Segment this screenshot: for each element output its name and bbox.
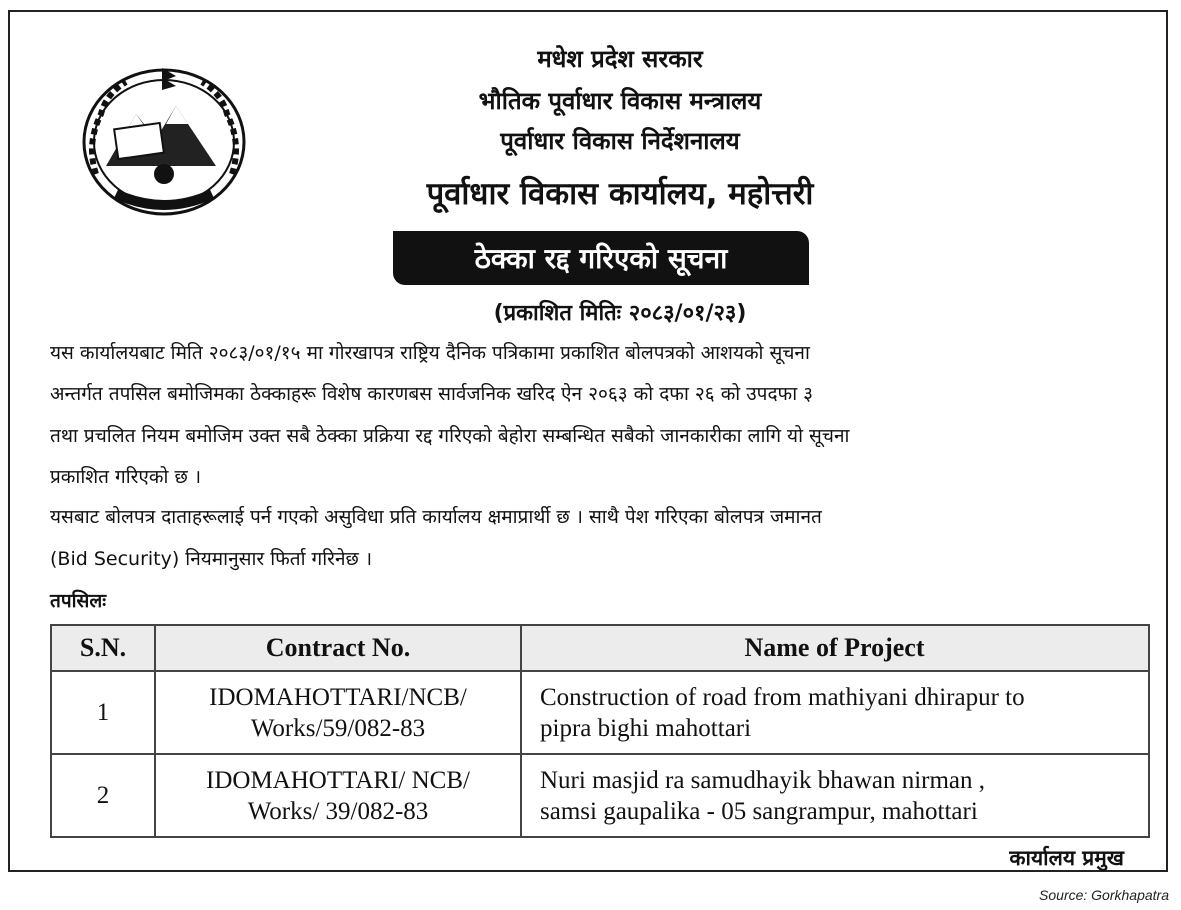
body-line: प्रकाशित गरिएको छ । xyxy=(50,466,202,488)
notice-frame xyxy=(8,10,1168,872)
notice-title-banner xyxy=(393,231,809,285)
body-line: (Bid Security) नियमानुसार फिर्ता गरिनेछ । xyxy=(50,548,373,570)
project-name-line: Nuri masjid ra samudhayik bhawan nirman , xyxy=(540,766,986,794)
notice-title: ठेक्का रद्द गरिएको सूचना xyxy=(474,242,728,275)
contract-no-line: Works/ 39/082-83 xyxy=(247,797,429,825)
body-line: यसबाट बोलपत्र दाताहरूलाई पर्न गएको असुविधा प्रति कार्यालय क्षमाप्रार्थी छ । साथै पेश गरिएका बोलपत्र जमानत xyxy=(50,506,822,528)
table-row xyxy=(51,754,1149,837)
office-chief-signature: कार्यालय प्रमुख xyxy=(1009,846,1124,870)
sn-cell: 2 xyxy=(51,754,155,837)
published-date: (प्रकाशित मितिः २०८३/०१/२३) xyxy=(493,301,747,326)
contract-no-line: Works/59/082-83 xyxy=(250,714,426,742)
source-credit: Source: Gorkhapatra xyxy=(1039,887,1169,903)
column-header-project-name: Name of Project xyxy=(521,625,1149,671)
tapsil-label: तपसिलः xyxy=(50,590,107,612)
body-line: यस कार्यालयबाट मिति २०८३/०१/१५ मा गोरखापत्र राष्ट्रिय दैनिक पत्रिकामा प्रकाशित बोलपत्रको आशयको सूचना xyxy=(50,342,810,364)
table-row xyxy=(51,671,1149,754)
contract-no-cell xyxy=(155,754,521,837)
office-heading: पूर्वाधार विकास कार्यालय, महोत्तरी xyxy=(426,176,814,212)
project-name-cell xyxy=(521,754,1149,837)
contract-no-cell xyxy=(155,671,521,754)
directorate-heading: पूर्वाधार विकास निर्देशनालय xyxy=(500,127,740,155)
body-line: तथा प्रचलित नियम बमोजिम उक्त सबै ठेक्का प्रक्रिया रद्द गरिएको बेहोरा सम्बन्धित सबैको जानकारीका लागि यो सूचना xyxy=(50,425,850,447)
nepal-government-emblem-icon xyxy=(76,54,252,224)
column-header-contract-no: Contract No. xyxy=(155,625,521,671)
province-government-heading: मधेश प्रदेश सरकार xyxy=(537,45,703,73)
table-header-row xyxy=(51,625,1149,671)
project-name-cell xyxy=(521,671,1149,754)
project-name-line: samsi gaupalika - 05 sangrampur, mahottari xyxy=(540,797,978,825)
contract-no-line: IDOMAHOTTARI/ NCB/ xyxy=(206,766,470,794)
contract-no-line: IDOMAHOTTARI/NCB/ xyxy=(209,683,467,711)
contracts-table xyxy=(50,624,1150,838)
sn-cell: 1 xyxy=(51,671,155,754)
column-header-sn: S.N. xyxy=(51,625,155,671)
project-name-line: Construction of road from mathiyani dhirapur to xyxy=(540,683,1025,711)
project-name-line: pipra bighi mahottari xyxy=(540,714,752,742)
ministry-heading: भौतिक पूर्वाधार विकास मन्त्रालय xyxy=(478,87,762,115)
body-line: अन्तर्गत तपसिल बमोजिमका ठेक्काहरू विशेष कारणबस सार्वजनिक खरिद ऐन २०६३ को दफा २६ को उपदफा ३ xyxy=(50,383,814,405)
